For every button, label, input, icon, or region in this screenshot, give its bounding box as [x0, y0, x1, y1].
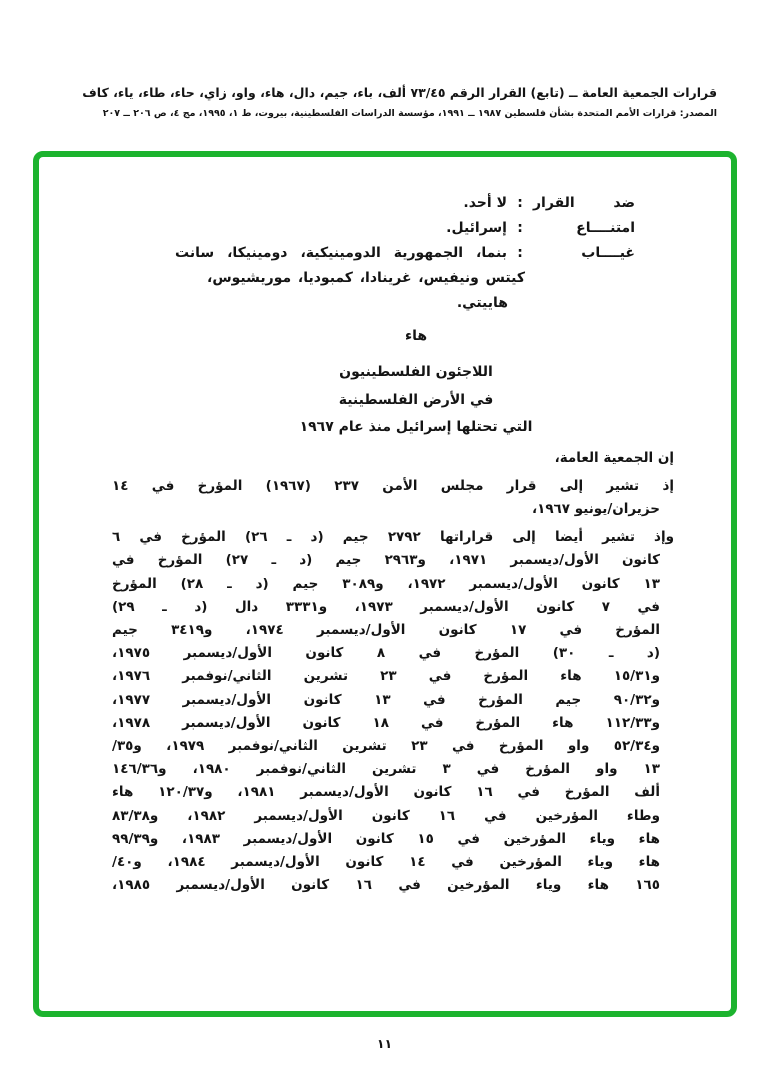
section-title-line-1: اللاجئون الفلسطينيون: [339, 364, 493, 380]
header-title-line: قرارات الجمعية العامة ــ (تابع) القرار الرقم ٧٣/٤٥ ألف، باء، جيم، دال، هاء، واو، زاي، حاء، طاء، ياء، كاف: [82, 85, 717, 100]
body-line: ١٣ واو المؤرخ في ٣ تشرين الثاني/نوفمبر ١٩٨٠، و١٤٦/٣٦: [112, 761, 660, 778]
vote-label: امتنــــاع: [576, 220, 635, 236]
vote-absent-continuation-end: هاييتي.: [456, 295, 508, 311]
body-line: ألف المؤرخ في ١٦ كانون الأول/ديسمبر ١٩٨١، و١٢٠/٣٧ هاء: [112, 784, 660, 801]
vote-absent-continuation: كيتس ونيفيس، غرينادا، كمبوديا، موريشيوس،: [207, 270, 525, 286]
page-number: ١١: [376, 1036, 393, 1051]
vote-colon: :: [517, 245, 523, 261]
body-line: و١١٢/٣٣ هاء المؤرخ في ١٨ كانون الأول/ديسمبر ١٩٧٨،: [112, 714, 661, 731]
body-line: كانون الأول/ديسمبر ١٩٧١، و٢٩٦٣ جيم (د ـ ٢٧) المؤرخ في: [112, 552, 660, 569]
vote-label: ضد القرار: [533, 195, 635, 211]
vote-value: بنما، الجمهورية الدومينيكية، دومينيكا، سانت: [175, 245, 507, 261]
body-line: حزيران/يونيو ١٩٦٧،: [531, 500, 660, 517]
body-line: إن الجمعية العامة،: [554, 449, 674, 466]
running-header: [58, 85, 717, 119]
section-title-line-2: في الأرض الفلسطينية: [338, 391, 494, 408]
vote-value: إسرائيل.: [446, 220, 507, 236]
body-line: إذ تشير إلى قرار مجلس الأمن ٢٣٧ (١٩٦٧) المؤرخ في ١٤: [112, 477, 674, 494]
section-letter: هاء: [404, 328, 428, 344]
vote-colon: :: [517, 220, 523, 236]
body-line: هاء وياء المؤرخين في ١٥ كانون الأول/ديسمبر ١٩٨٣، و٩٩/٣٩: [112, 830, 660, 847]
body-line: ١٣ كانون الأول/ديسمبر ١٩٧٢، و٣٠٨٩ جيم (د ـ ٢٨) المؤرخ: [112, 575, 660, 592]
vote-row: [112, 191, 635, 216]
resolution-text: [112, 447, 674, 898]
body-line: (د ـ ٣٠) المؤرخ في ٨ كانون الأول/ديسمبر ١٩٧٥،: [112, 645, 661, 662]
body-line: هاء وياء المؤرخين في ١٤ كانون الأول/ديسمبر ١٩٨٤، و٤٠/: [112, 853, 660, 870]
green-highlight-frame: [33, 151, 737, 1017]
body-line: و٥٢/٣٤ واو المؤرخ في ٢٣ تشرين الثاني/نوفمبر ١٩٧٩، و٣٥/: [112, 737, 660, 754]
body-line: ١٦٥ هاء وياء المؤرخين في ١٦ كانون الأول/ديسمبر ١٩٨٥،: [112, 877, 661, 894]
vote-value: لا أحد.: [463, 195, 507, 211]
vote-colon: :: [517, 195, 523, 211]
body-line: و٩٠/٣٢ جيم المؤرخ في ١٣ كانون الأول/ديسمبر ١٩٧٧،: [112, 691, 660, 708]
body-line: وطاء المؤرخين في ١٦ كانون الأول/ديسمبر ١٩٨٢، و٨٣/٣٨: [112, 807, 660, 824]
vote-record-block: [112, 191, 635, 316]
vote-row: [112, 241, 635, 266]
document-body-area: [39, 157, 731, 1011]
body-line: في ٧ كانون الأول/ديسمبر ١٩٧٣، و٣٣٣١ دال (د ـ ٢٩): [112, 598, 660, 615]
body-line: و١٥/٣١ هاء المؤرخ في ٢٣ تشرين الثاني/نوفمبر ١٩٧٦،: [112, 668, 660, 685]
vote-row: [112, 216, 635, 241]
body-line: وإذ تشير أيضا إلى قراراتها ٢٧٩٢ جيم (د ـ ٢٦) المؤرخ في ٦: [112, 529, 674, 546]
header-source-line: المصدر: قرارات الأمم المتحدة بشأن فلسطين ١٩٨٧ ــ ١٩٩١، مؤسسة الدراسات الفلسطينية، بيروت، ط ١، ١٩٩٥، مج ٤، ص ٢٠٦ ــ ٢٠٧: [102, 108, 717, 119]
body-line: المؤرخ في ١٧ كانون الأول/ديسمبر ١٩٧٤، و٣٤١٩ جيم: [112, 621, 660, 638]
section-title: [142, 359, 690, 442]
vote-label: غيــــاب: [581, 245, 635, 261]
section-title-line-3: التي تحتلها إسرائيل منذ عام ١٩٦٧: [299, 419, 533, 435]
